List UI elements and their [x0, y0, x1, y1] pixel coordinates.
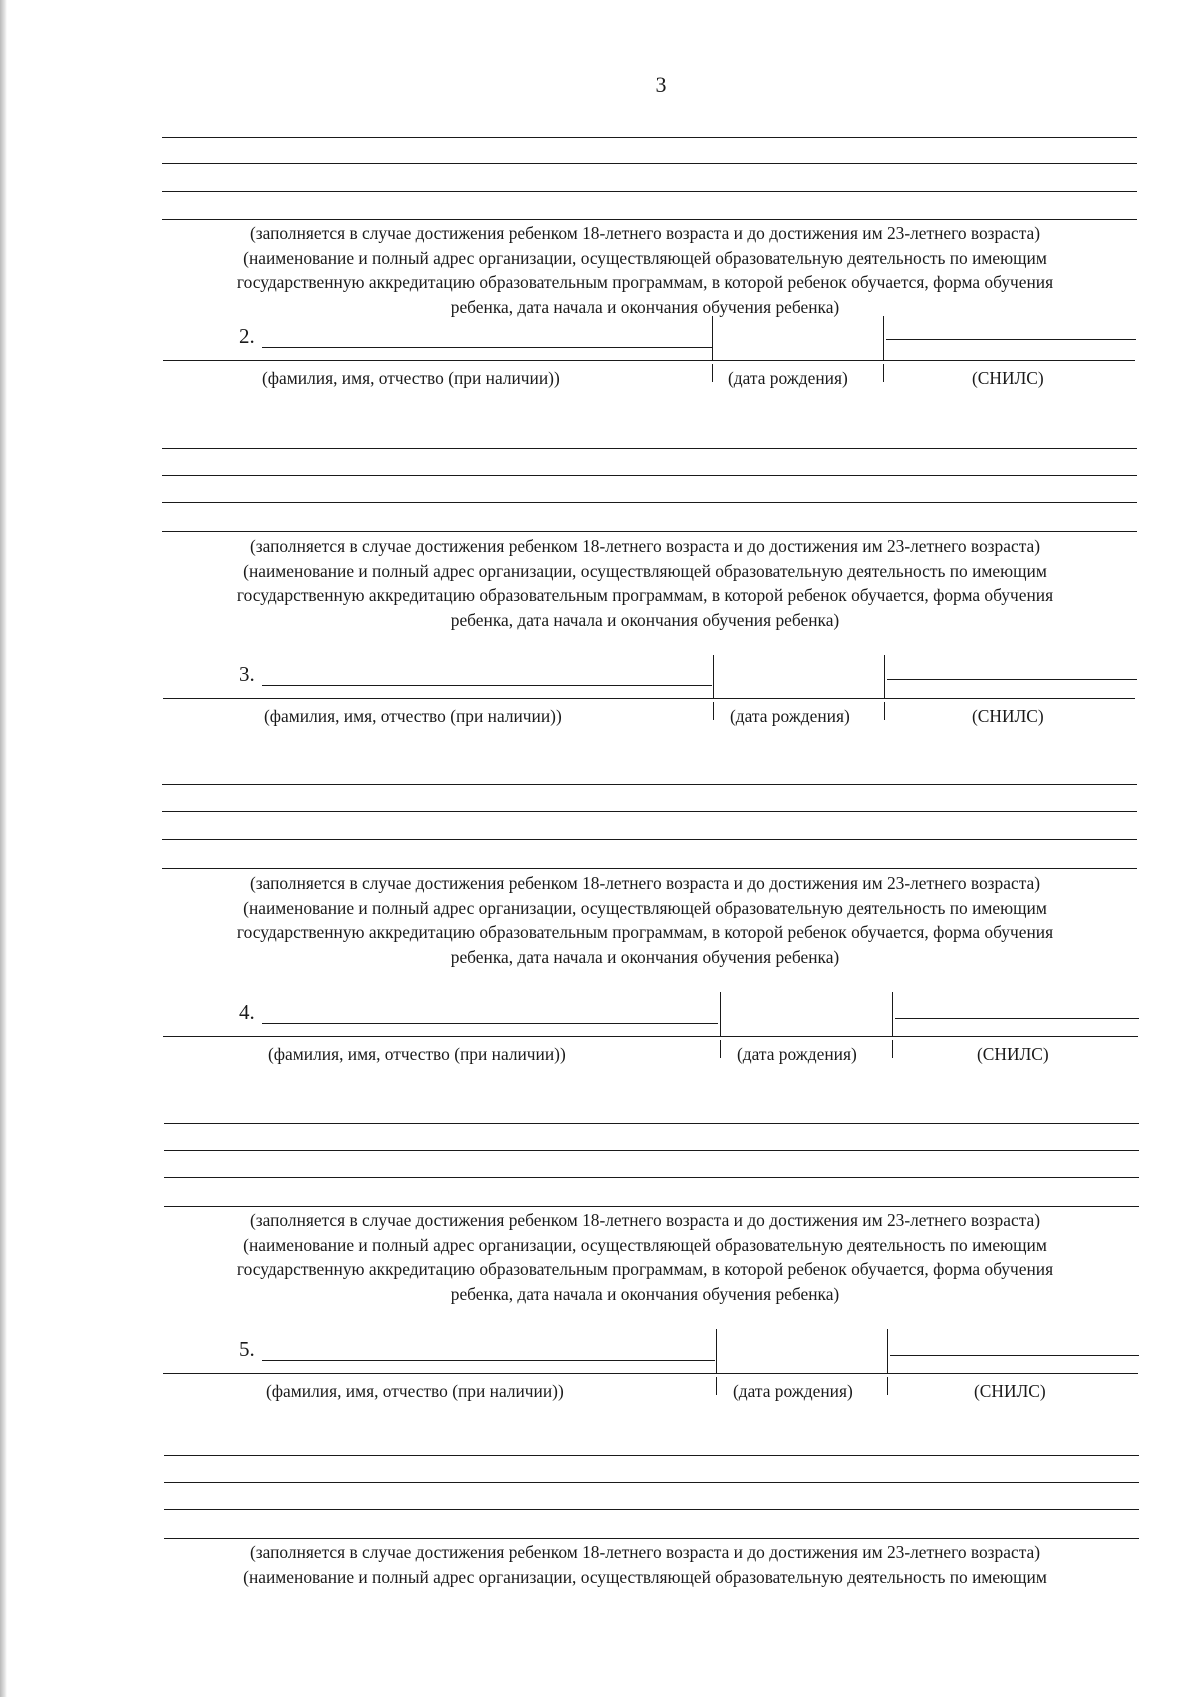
note-line-1: (заполняется в случае достижения ребенком 18-летнего возраста и до достижения им 23-летнего возраста) — [249, 1210, 1041, 1230]
fio-caption: (фамилия, имя, отчество (при наличии)) — [264, 706, 562, 726]
column-divider — [720, 992, 721, 1036]
snils-fill-line — [895, 1018, 1139, 1019]
entry-baseline — [163, 360, 1135, 361]
child-entry-4 — [0, 996, 1200, 1076]
snils-fill-line — [890, 1355, 1139, 1356]
column-divider — [712, 364, 713, 382]
fio-caption: (фамилия, имя, отчество (при наличии)) — [268, 1044, 566, 1064]
fill-line — [164, 1455, 1139, 1456]
note-line-3: государственную аккредитацию образовательным программам, в которой ребенок обучается, форма обучения — [236, 922, 1054, 942]
column-divider — [713, 655, 714, 698]
child-entry-5 — [0, 1333, 1200, 1413]
column-divider — [716, 1329, 717, 1373]
snils-caption: (СНИЛС) — [977, 1044, 1049, 1064]
fill-line — [162, 475, 1137, 476]
column-divider — [720, 1040, 721, 1058]
fio-fill-line — [262, 685, 712, 686]
fio-fill-line — [262, 1023, 718, 1024]
entry-number: 2. — [239, 324, 255, 348]
fill-line — [164, 1123, 1139, 1124]
note-line-1: (заполняется в случае достижения ребенком 18-летнего возраста и до достижения им 23-летнего возраста) — [249, 873, 1041, 893]
note-line-3: государственную аккредитацию образовательным программам, в которой ребенок обучается, форма обучения — [236, 1259, 1054, 1279]
fio-caption: (фамилия, имя, отчество (при наличии)) — [266, 1381, 564, 1401]
note-line-1: (заполняется в случае достижения ребенком 18-летнего возраста и до достижения им 23-летнего возраста) — [249, 223, 1041, 243]
note-line-1: (заполняется в случае достижения ребенком 18-летнего возраста и до достижения им 23-летнего возраста) — [249, 536, 1041, 556]
column-divider — [713, 702, 714, 720]
column-divider — [887, 1377, 888, 1395]
education-note — [155, 1208, 1135, 1306]
column-divider — [883, 316, 884, 360]
column-divider — [884, 702, 885, 720]
snils-fill-line — [886, 339, 1136, 340]
snils-caption: (СНИЛС) — [972, 368, 1044, 388]
fill-line — [162, 137, 1137, 138]
scan-edge-shadow — [0, 0, 7, 1697]
entry-baseline — [163, 698, 1135, 699]
fill-line — [162, 784, 1137, 785]
entry-baseline — [163, 1373, 1138, 1374]
fill-line — [164, 1538, 1139, 1539]
child-entry-2 — [0, 320, 1200, 400]
fill-line — [164, 1482, 1139, 1483]
note-line-2: (наименование и полный адрес организации, осуществляющей образовательную деятельность по имеющим — [243, 247, 1047, 268]
column-divider — [887, 1329, 888, 1373]
fio-caption: (фамилия, имя, отчество (при наличии)) — [262, 368, 560, 388]
entry-baseline — [163, 1036, 1138, 1037]
education-note — [155, 1540, 1135, 1589]
fill-line — [162, 868, 1137, 869]
fill-line — [162, 502, 1137, 503]
note-line-2: (наименование и полный адрес организации, осуществляющей образовательную деятельность по имеющим — [243, 1566, 1047, 1587]
birth-caption: (дата рождения) — [733, 1381, 853, 1401]
education-note — [155, 221, 1135, 319]
column-divider — [712, 316, 713, 360]
column-divider — [892, 1040, 893, 1058]
snils-caption: (СНИЛС) — [974, 1381, 1046, 1401]
fill-line — [162, 531, 1137, 532]
fill-line — [164, 1177, 1139, 1178]
fio-fill-line — [262, 1360, 715, 1361]
note-line-3: государственную аккредитацию образовательным программам, в которой ребенок обучается, форма обучения — [236, 585, 1054, 605]
note-line-4: ребенка, дата начала и окончания обучения ребенка) — [450, 946, 840, 967]
entry-number: 3. — [239, 662, 255, 686]
entry-number: 4. — [239, 1000, 255, 1024]
education-note — [155, 871, 1135, 969]
fill-line — [162, 811, 1137, 812]
column-divider — [716, 1377, 717, 1395]
column-divider — [884, 655, 885, 698]
snils-caption: (СНИЛС) — [972, 706, 1044, 726]
note-line-2: (наименование и полный адрес организации, осуществляющей образовательную деятельность по имеющим — [243, 1234, 1047, 1255]
birth-caption: (дата рождения) — [737, 1044, 857, 1064]
education-note — [155, 534, 1135, 632]
column-divider — [883, 364, 884, 382]
note-line-4: ребенка, дата начала и окончания обучения ребенка) — [450, 1283, 840, 1304]
fio-fill-line — [262, 347, 712, 348]
fill-line — [162, 163, 1137, 164]
birth-caption: (дата рождения) — [730, 706, 850, 726]
fill-line — [164, 1206, 1139, 1207]
note-line-2: (наименование и полный адрес организации, осуществляющей образовательную деятельность по имеющим — [243, 560, 1047, 581]
note-line-4: ребенка, дата начала и окончания обучения ребенка) — [450, 296, 840, 317]
birth-caption: (дата рождения) — [728, 368, 848, 388]
fill-line — [162, 448, 1137, 449]
page-number: 3 — [655, 72, 667, 97]
fill-line — [164, 1150, 1139, 1151]
fill-line — [164, 1509, 1139, 1510]
entry-number: 5. — [239, 1337, 255, 1361]
snils-fill-line — [887, 679, 1137, 680]
note-line-3: государственную аккредитацию образовательным программам, в которой ребенок обучается, форма обучения — [236, 272, 1054, 292]
note-line-4: ребенка, дата начала и окончания обучения ребенка) — [450, 609, 840, 630]
fill-line — [162, 219, 1137, 220]
note-line-2: (наименование и полный адрес организации, осуществляющей образовательную деятельность по имеющим — [243, 897, 1047, 918]
note-line-1: (заполняется в случае достижения ребенком 18-летнего возраста и до достижения им 23-летнего возраста) — [249, 1542, 1041, 1562]
column-divider — [892, 992, 893, 1036]
fill-line — [162, 839, 1137, 840]
child-entry-3 — [0, 658, 1200, 738]
fill-line — [162, 191, 1137, 192]
